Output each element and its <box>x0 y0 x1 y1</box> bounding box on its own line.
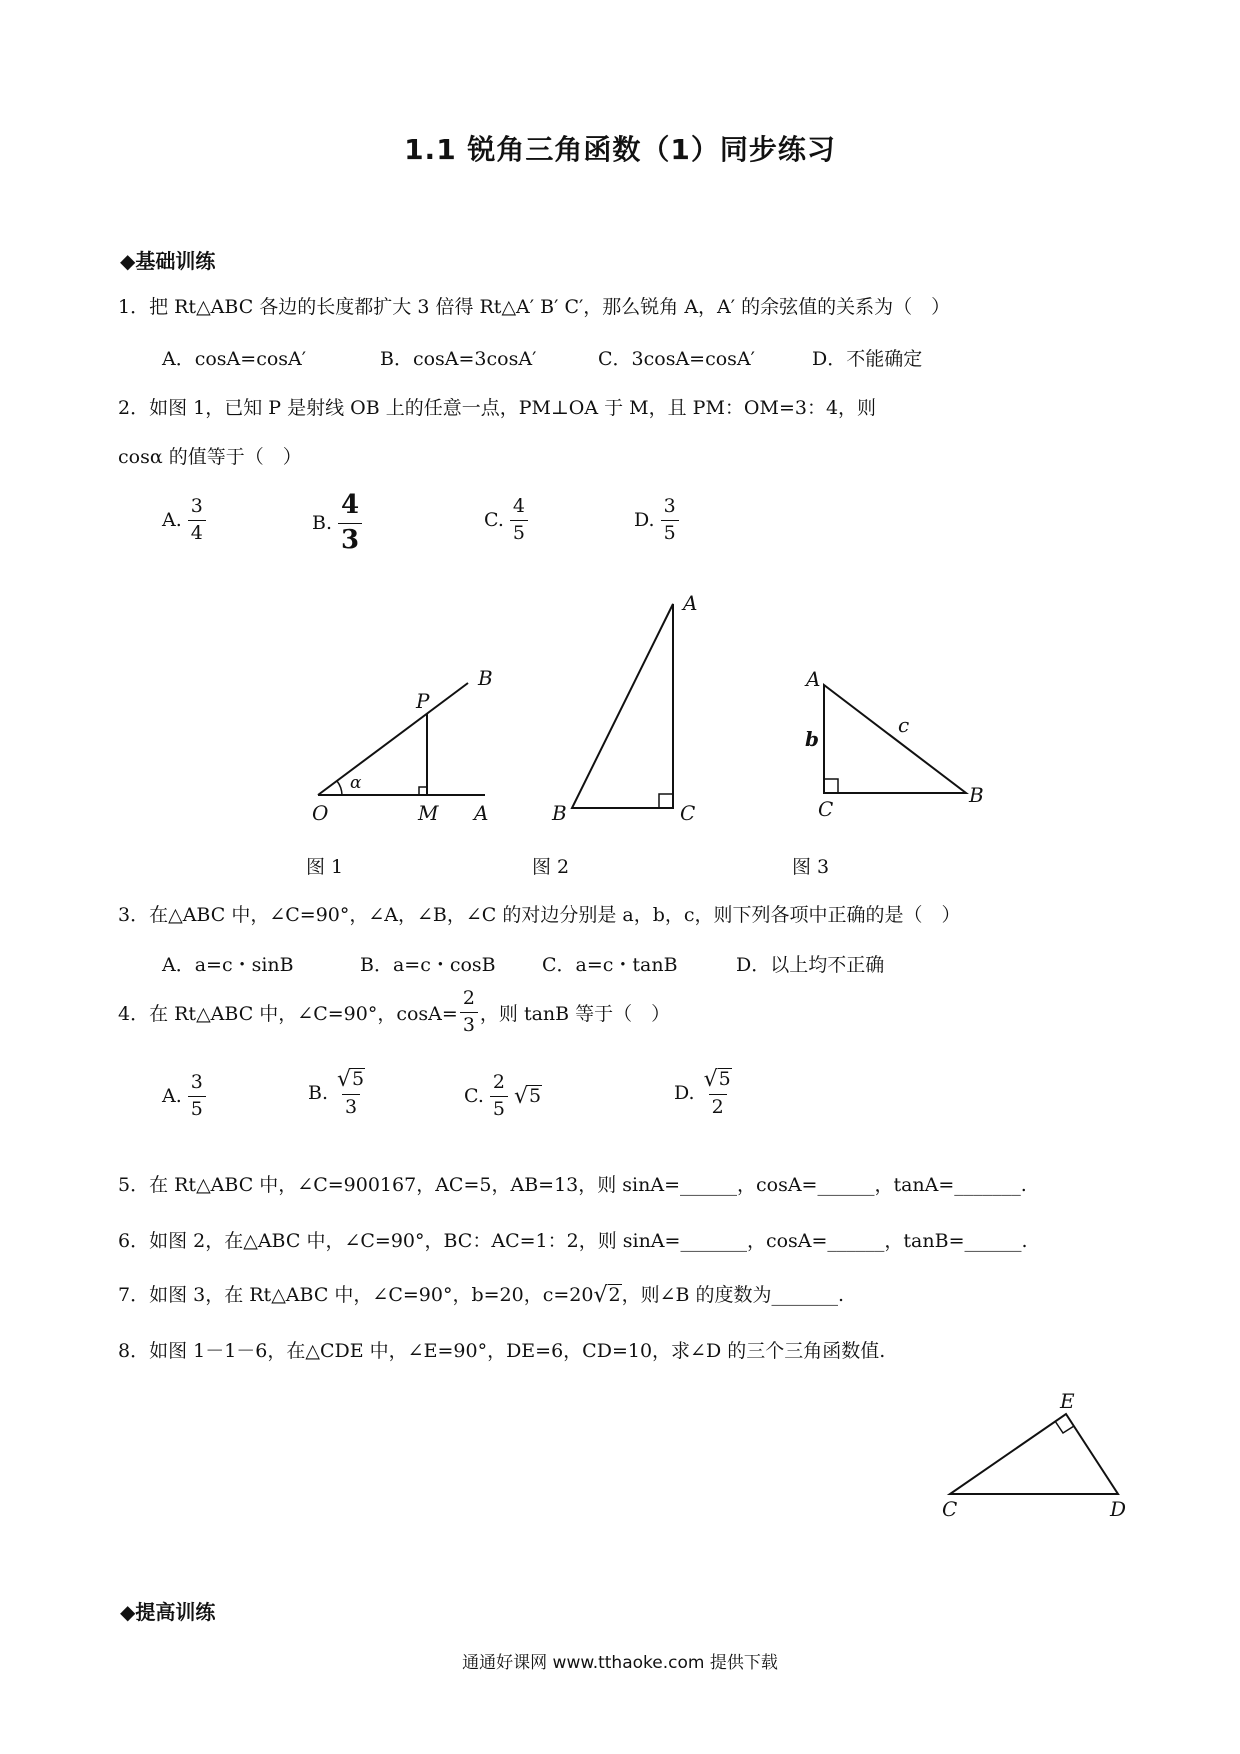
q2-option-b <box>312 491 368 556</box>
question-1: 1．把 Rt△ABC 各边的长度都扩大 3 倍得 Rt△A′ B′ C′，那么锐角 A，A′ 的余弦值的关系为（ ） <box>118 296 951 318</box>
cde-label-e: E <box>1060 1390 1075 1413</box>
figure-2-caption: 图 2 <box>532 856 570 878</box>
sqrt-sign: √ 5 <box>703 1066 731 1092</box>
fraction-denominator: 3 <box>338 523 362 556</box>
fig3-right-angle-mark <box>824 779 838 793</box>
figure-1-caption: 图 1 <box>306 856 344 878</box>
fig1-right-angle-mark <box>419 787 427 795</box>
q4-option-c-label: C. <box>464 1085 484 1108</box>
question-2-line-2: cosα 的值等于（ ） <box>118 446 302 468</box>
fig1-label-b: B <box>478 666 493 690</box>
q2-option-c-label: C. <box>484 509 504 532</box>
q7-text-post: ，则∠B 的度数为_______. <box>621 1284 845 1306</box>
fraction-denominator: 5 <box>490 1096 508 1121</box>
fig2-triangle <box>572 604 673 808</box>
fig3-side-b: b <box>805 727 819 751</box>
question-2-line-1: 2．如图 1，已知 P 是射线 OB 上的任意一点，PM⊥OA 于 M，且 PM：OM=3：4，则 <box>118 397 877 419</box>
q4-option-c-fraction <box>490 1072 508 1121</box>
q7-text-pre: 7．如图 3，在 Rt△ABC 中，∠C=90°，b=20，c=20 <box>118 1284 594 1306</box>
q4-option-a-label: A. <box>162 1085 182 1108</box>
figures-1-2-3 <box>0 580 1240 840</box>
question-7 <box>118 1280 844 1307</box>
q4-option-a-fraction <box>188 1072 206 1121</box>
fraction-denominator: 3 <box>342 1094 360 1119</box>
fig1-label-a: A <box>474 801 489 825</box>
sqrt-radicand: 5 <box>718 1068 731 1090</box>
question-8: 8．如图 1－1－6，在△CDE 中，∠E=90°，DE=6，CD=10，求∠D 的三个三角函数值. <box>118 1340 886 1362</box>
sqrt-sign: √ 5 <box>514 1083 542 1109</box>
figure-3 <box>824 685 966 793</box>
figure-cde <box>930 1390 1130 1520</box>
q1-option-b: B．cosA=3cosA′ <box>380 348 537 370</box>
q1-option-c: C．3cosA=cosA′ <box>598 348 755 370</box>
q4-text-post: ，则 tanB 等于（ ） <box>479 1002 671 1025</box>
q4-cosa-fraction <box>460 988 478 1037</box>
cde-triangle <box>950 1414 1118 1494</box>
figure-2 <box>572 604 673 808</box>
sqrt-radicand: 2 <box>608 1284 621 1307</box>
q4-option-d-fraction <box>701 1068 735 1119</box>
fraction-numerator: 3 <box>190 1071 203 1093</box>
q2-option-d-label: D. <box>634 509 655 532</box>
q3-option-c: C．a=c・tanB <box>542 954 678 976</box>
fig2-label-b: B <box>552 801 567 825</box>
q2-option-d <box>634 496 685 545</box>
fraction-numerator: 3 <box>663 495 676 517</box>
q4-option-c <box>464 1072 542 1121</box>
fig3-label-c: C <box>818 797 834 821</box>
fig1-angle-arc <box>337 781 342 795</box>
fig1-label-alpha: α <box>350 773 362 793</box>
fig1-ray-ob <box>318 683 468 795</box>
q3-option-a: A．a=c・sinB <box>162 954 294 976</box>
fraction-numerator: 2 <box>492 1071 505 1093</box>
fraction-numerator: 4 <box>512 495 525 517</box>
fraction-denominator: 5 <box>188 1096 206 1121</box>
fraction-denominator: 3 <box>460 1012 478 1037</box>
q2-option-b-fraction <box>338 491 362 556</box>
question-5: 5．在 Rt△ABC 中，∠C=900167，AC=5，AB=13，则 sinA=______，cosA=______，tanA=_______. <box>118 1174 1027 1196</box>
fig2-right-angle-mark <box>659 794 673 808</box>
q2-option-b-label: B. <box>312 512 333 535</box>
fraction-numerator: 3 <box>190 495 203 517</box>
cde-label-c: C <box>942 1497 958 1520</box>
fig3-label-b: B <box>969 783 984 807</box>
question-4 <box>118 988 670 1037</box>
figure-1 <box>318 683 485 795</box>
fig3-side-c: c <box>898 713 910 737</box>
fig1-label-o: O <box>312 801 329 825</box>
q4-option-b-fraction <box>334 1068 368 1119</box>
q2-option-a-label: A. <box>162 509 182 532</box>
sqrt-sign: √ 2 <box>593 1283 621 1308</box>
q2-option-c-fraction <box>510 496 528 545</box>
fraction-numerator: 2 <box>462 987 475 1009</box>
q1-option-a: A．cosA=cosA′ <box>162 348 307 370</box>
fig2-label-a: A <box>683 591 698 615</box>
q4-option-b <box>308 1068 374 1119</box>
section-advanced-heading: ◆提高训练 <box>120 1600 216 1624</box>
q3-option-b: B．a=c・cosB <box>360 954 496 976</box>
figure-3-caption: 图 3 <box>792 856 830 878</box>
fraction-denominator: 5 <box>510 520 528 545</box>
q4-text-pre: 4．在 Rt△ABC 中，∠C=90°，cosA= <box>118 1002 458 1025</box>
cde-label-d: D <box>1110 1497 1127 1520</box>
fraction-denominator: 4 <box>188 520 206 545</box>
fig3-triangle <box>824 685 966 793</box>
fig3-label-a: A <box>806 667 821 691</box>
fraction-numerator: 4 <box>341 490 360 520</box>
fraction-denominator: 5 <box>661 520 679 545</box>
question-3: 3．在△ABC 中，∠C=90°，∠A，∠B，∠C 的对边分别是 a，b，c，则下列各项中正确的是（ ） <box>118 904 961 926</box>
sqrt-sign: √ 5 <box>337 1066 365 1092</box>
sqrt-radicand: 5 <box>529 1084 542 1107</box>
q4-option-d <box>674 1068 741 1119</box>
q2-option-a-fraction <box>188 496 206 545</box>
page-title: 1.1 锐角三角函数（1）同步练习 <box>404 133 836 166</box>
sqrt-radicand: 5 <box>352 1068 365 1090</box>
q1-option-d: D．不能确定 <box>812 348 923 370</box>
q2-option-d-fraction <box>661 496 679 545</box>
fig2-label-c: C <box>680 801 696 825</box>
fraction-denominator: 2 <box>709 1094 727 1119</box>
q4-option-a <box>162 1072 212 1121</box>
footer-source: 通通好课网 www.tthaoke.com 提供下载 <box>462 1653 778 1673</box>
q4-option-d-label: D. <box>674 1082 695 1105</box>
fraction-numerator <box>701 1068 735 1094</box>
fig1-label-m: M <box>418 801 439 825</box>
section-basic-heading: ◆基础训练 <box>120 249 216 273</box>
q3-option-d: D．以上均不正确 <box>736 954 885 976</box>
fraction-numerator <box>334 1068 368 1094</box>
q4-option-b-label: B. <box>308 1082 329 1105</box>
q2-option-c <box>484 496 534 545</box>
fig1-label-p: P <box>416 689 430 713</box>
question-6: 6．如图 2，在△ABC 中，∠C=90°，BC：AC=1：2，则 sinA=_______，cosA=______，tanB=______. <box>118 1230 1028 1252</box>
q2-option-a <box>162 496 212 545</box>
